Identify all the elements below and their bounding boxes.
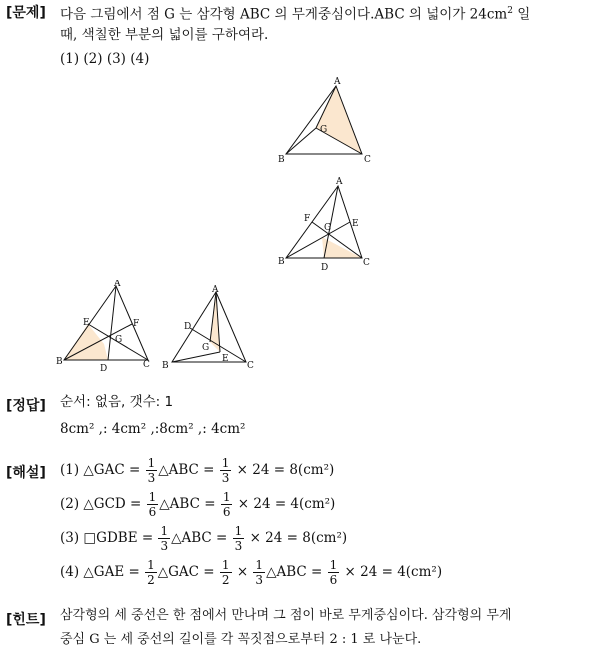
sol1-f2-den: 3 [221, 471, 230, 485]
fig2-label-f: F [304, 214, 311, 224]
sol4-frac-1 [145, 558, 157, 587]
answer-line-2: 8cm² ,: 4cm² ,:8cm² ,: 4cm² [60, 421, 246, 437]
fig4-label-g: G [202, 343, 210, 353]
answer-label: [정답] [6, 398, 46, 414]
solution-line-3 [60, 524, 347, 553]
fig4-label-a: A [212, 285, 219, 295]
sol4-f2-num: 1 [221, 558, 230, 572]
sol3-pre: (3) □GDBE = [60, 530, 158, 546]
sol1-f2-num: 1 [221, 456, 230, 470]
hint-line-1: 삼각형의 세 중선은 한 점에서 만나며 그 점이 바로 무게중심이다. 삼각형의 무게 [60, 608, 512, 623]
sol4-f1-den: 2 [147, 573, 155, 587]
sol4-f3-den: 3 [255, 573, 264, 587]
sol1-f1-den: 3 [147, 471, 156, 485]
fig1-label-g: G [320, 125, 328, 135]
solution-label: [해설] [6, 465, 46, 481]
figure-1 [272, 74, 382, 166]
hint-line-2: 중심 G 는 세 중선의 길이를 각 꼭짓점으로부터 2 : 1 로 나눈다. [60, 632, 422, 647]
sol2-frac-1 [147, 490, 159, 519]
fig4-label-c: C [247, 361, 254, 371]
figure-4 [160, 284, 260, 376]
problem-line-2: 때, 색칠한 부분의 넓이를 구하여라. [60, 27, 269, 43]
sol3-end: × 24 = 8(cm²) [249, 530, 348, 546]
figure-3 [56, 280, 156, 376]
sol4-f3-num: 1 [255, 558, 264, 572]
fig4-label-b: B [162, 361, 169, 371]
fig2-label-b: B [278, 257, 285, 267]
sol2-f2-num: 1 [222, 490, 231, 504]
sol1-frac-2 [220, 456, 232, 485]
answer-line-1: 순서: 없음, 갯수: 1 [60, 394, 174, 410]
fig3-label-a: A [114, 280, 121, 289]
sol2-pre: (2) △GCD = [60, 496, 146, 512]
sol1-pre: (1) △GAC = [60, 462, 145, 478]
sol1-f1-num: 1 [147, 456, 156, 470]
fig2-label-e: E [352, 219, 359, 229]
fig3-label-f: F [133, 319, 140, 329]
sol4-f4-den: 6 [329, 573, 338, 587]
sol4-mid: △GAC = [157, 564, 219, 580]
solution-line-1 [60, 456, 334, 485]
sol4-pre: (4) △GAE = [60, 564, 145, 580]
problem-sup: 2 [507, 6, 513, 16]
sol4-frac-4 [328, 558, 340, 587]
sol4-f1-num: 1 [147, 558, 155, 572]
fig1-label-c: C [364, 155, 371, 165]
hint-label: [힌트] [6, 612, 46, 628]
sol1-end: × 24 = 8(cm²) [236, 462, 335, 478]
solution-line-4 [60, 558, 442, 587]
fig3-label-d: D [100, 364, 108, 374]
sol4-end: × 24 = 4(cm²) [344, 564, 443, 580]
sol3-f1-num: 1 [160, 524, 169, 538]
problem-text-b: 일 [512, 6, 531, 23]
sol3-mid: △ABC = [171, 530, 232, 546]
sol2-mid: △ABC = [159, 496, 220, 512]
fig2-label-g: G [324, 223, 332, 233]
sol2-end: × 24 = 4(cm²) [237, 496, 336, 512]
fig3-label-e: E [83, 318, 90, 328]
sol3-f2-den: 3 [234, 539, 243, 553]
fig2-label-c: C [363, 258, 370, 268]
fig1-label-a: A [334, 77, 341, 87]
figure-2 [272, 174, 382, 274]
fig3-label-g: G [115, 335, 123, 345]
fig3-label-b: B [56, 357, 63, 367]
problem-text-a: 다음 그림에서 점 G 는 삼각형 ABC 의 무게중심이다.ABC 의 넓이가 24cm [60, 6, 508, 23]
sol4-frac-3 [253, 558, 265, 587]
sol3-frac-2 [233, 524, 245, 553]
fig2-label-d: D [321, 263, 329, 273]
sol3-f1-den: 3 [160, 539, 169, 553]
sol1-frac-1 [146, 456, 158, 485]
sol4-f4-num: 1 [329, 558, 338, 572]
sol2-f1-num: 1 [148, 490, 157, 504]
sol2-f2-den: 6 [222, 505, 231, 519]
sol1-mid: △ABC = [158, 462, 219, 478]
sol4-f2-den: 2 [221, 573, 230, 587]
sol3-f2-num: 1 [234, 524, 243, 538]
fig4-label-d: D [184, 322, 192, 332]
fig1-label-b: B [278, 155, 285, 165]
problem-parts: (1) (2) (3) (4) [60, 51, 150, 67]
fig3-label-c: C [143, 360, 150, 370]
sol4-times: × [236, 564, 249, 580]
fig2-label-a: A [336, 177, 343, 187]
sol2-frac-2 [221, 490, 233, 519]
sol3-frac-1 [158, 524, 170, 553]
sol2-f1-den: 6 [148, 505, 157, 519]
fig4-label-e: E [222, 354, 229, 364]
problem-line-1 [60, 0, 530, 26]
sol4-mid2: △ABC = [266, 564, 327, 580]
problem-label: [문제] [6, 5, 46, 21]
solution-line-2 [60, 490, 335, 519]
sol4-frac-2 [220, 558, 232, 587]
